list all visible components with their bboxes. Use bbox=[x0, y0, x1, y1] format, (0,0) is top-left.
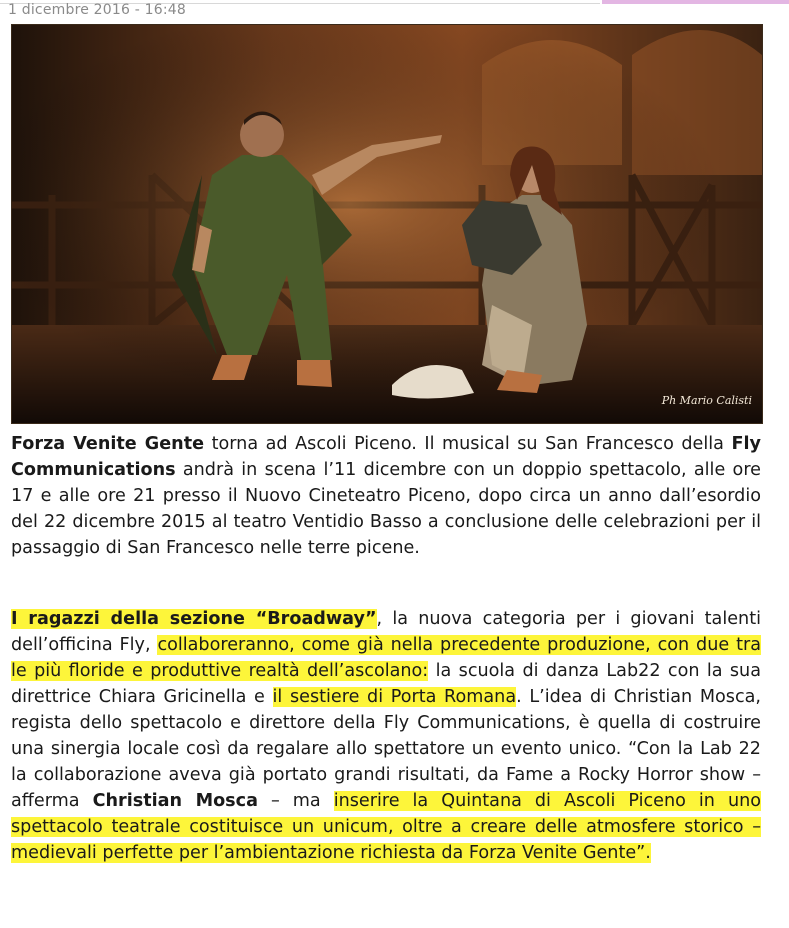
publish-date: 1 dicembre 2016 - 16:48 bbox=[8, 2, 187, 18]
show-title: Forza Venite Gente bbox=[11, 434, 205, 454]
spotlight bbox=[12, 25, 762, 423]
stage-scene bbox=[12, 25, 762, 423]
photo-credit: Ph Mario Calisti bbox=[661, 394, 752, 407]
highlighted-text: il sestiere di Porta Romana bbox=[272, 687, 517, 707]
paragraph-text: , la nuova categoria per i giovani talenti dell’officina Fly, bbox=[11, 609, 761, 655]
article-photo[interactable] bbox=[11, 24, 763, 424]
director-name: Christian Mosca bbox=[92, 791, 258, 811]
paragraph-text: la scuola di danza Lab22 con la sua direttrice Chiara Gricinella e bbox=[11, 661, 761, 707]
article-paragraph-1 bbox=[11, 431, 761, 561]
paragraph-text: – ma bbox=[257, 791, 334, 811]
paragraph-text: . L’idea di Christian Mosca, regista dello spettacolo e direttore della Fly Communications, è quella di costruire una sinergia locale così da regalare allo spettatore un evento unico. “Con la Lab 22 la collaborazione aveva già portato grandi risultati, da Fame a Rocky Horror show – afferma bbox=[11, 687, 761, 811]
article-paragraph-2 bbox=[11, 606, 761, 866]
paragraph-text: andrà in scena l’11 dicembre con un doppio spettacolo, alle ore 17 e alle ore 21 presso il Nuovo Cineteatro Piceno, dopo circa un anno dall’esordio del 22 dicembre 2015 al teatro Ventidio Basso a conclusione delle celebrazioni per il passaggio di San Francesco nelle terre picene. bbox=[11, 460, 761, 558]
highlighted-text: I ragazzi della sezione “Broadway” bbox=[11, 609, 377, 629]
top-accent-bar bbox=[602, 0, 789, 4]
highlighted-text: collaboreranno, come già nella precedente produzione, con due tra le più floride e produttive realtà dell’ascolano: bbox=[11, 635, 762, 681]
paragraph-text: torna ad Ascoli Piceno. Il musical su San Francesco della bbox=[204, 434, 732, 454]
company-name: Fly Communications bbox=[11, 434, 761, 480]
highlighted-text: inserire la Quintana di Ascoli Piceno in uno spettacolo teatrale costituisce un unicum, oltre a creare delle atmosfere storico – medievali perfette per l’ambientazione richiesta da Forza Venite Gente”. bbox=[11, 791, 762, 863]
